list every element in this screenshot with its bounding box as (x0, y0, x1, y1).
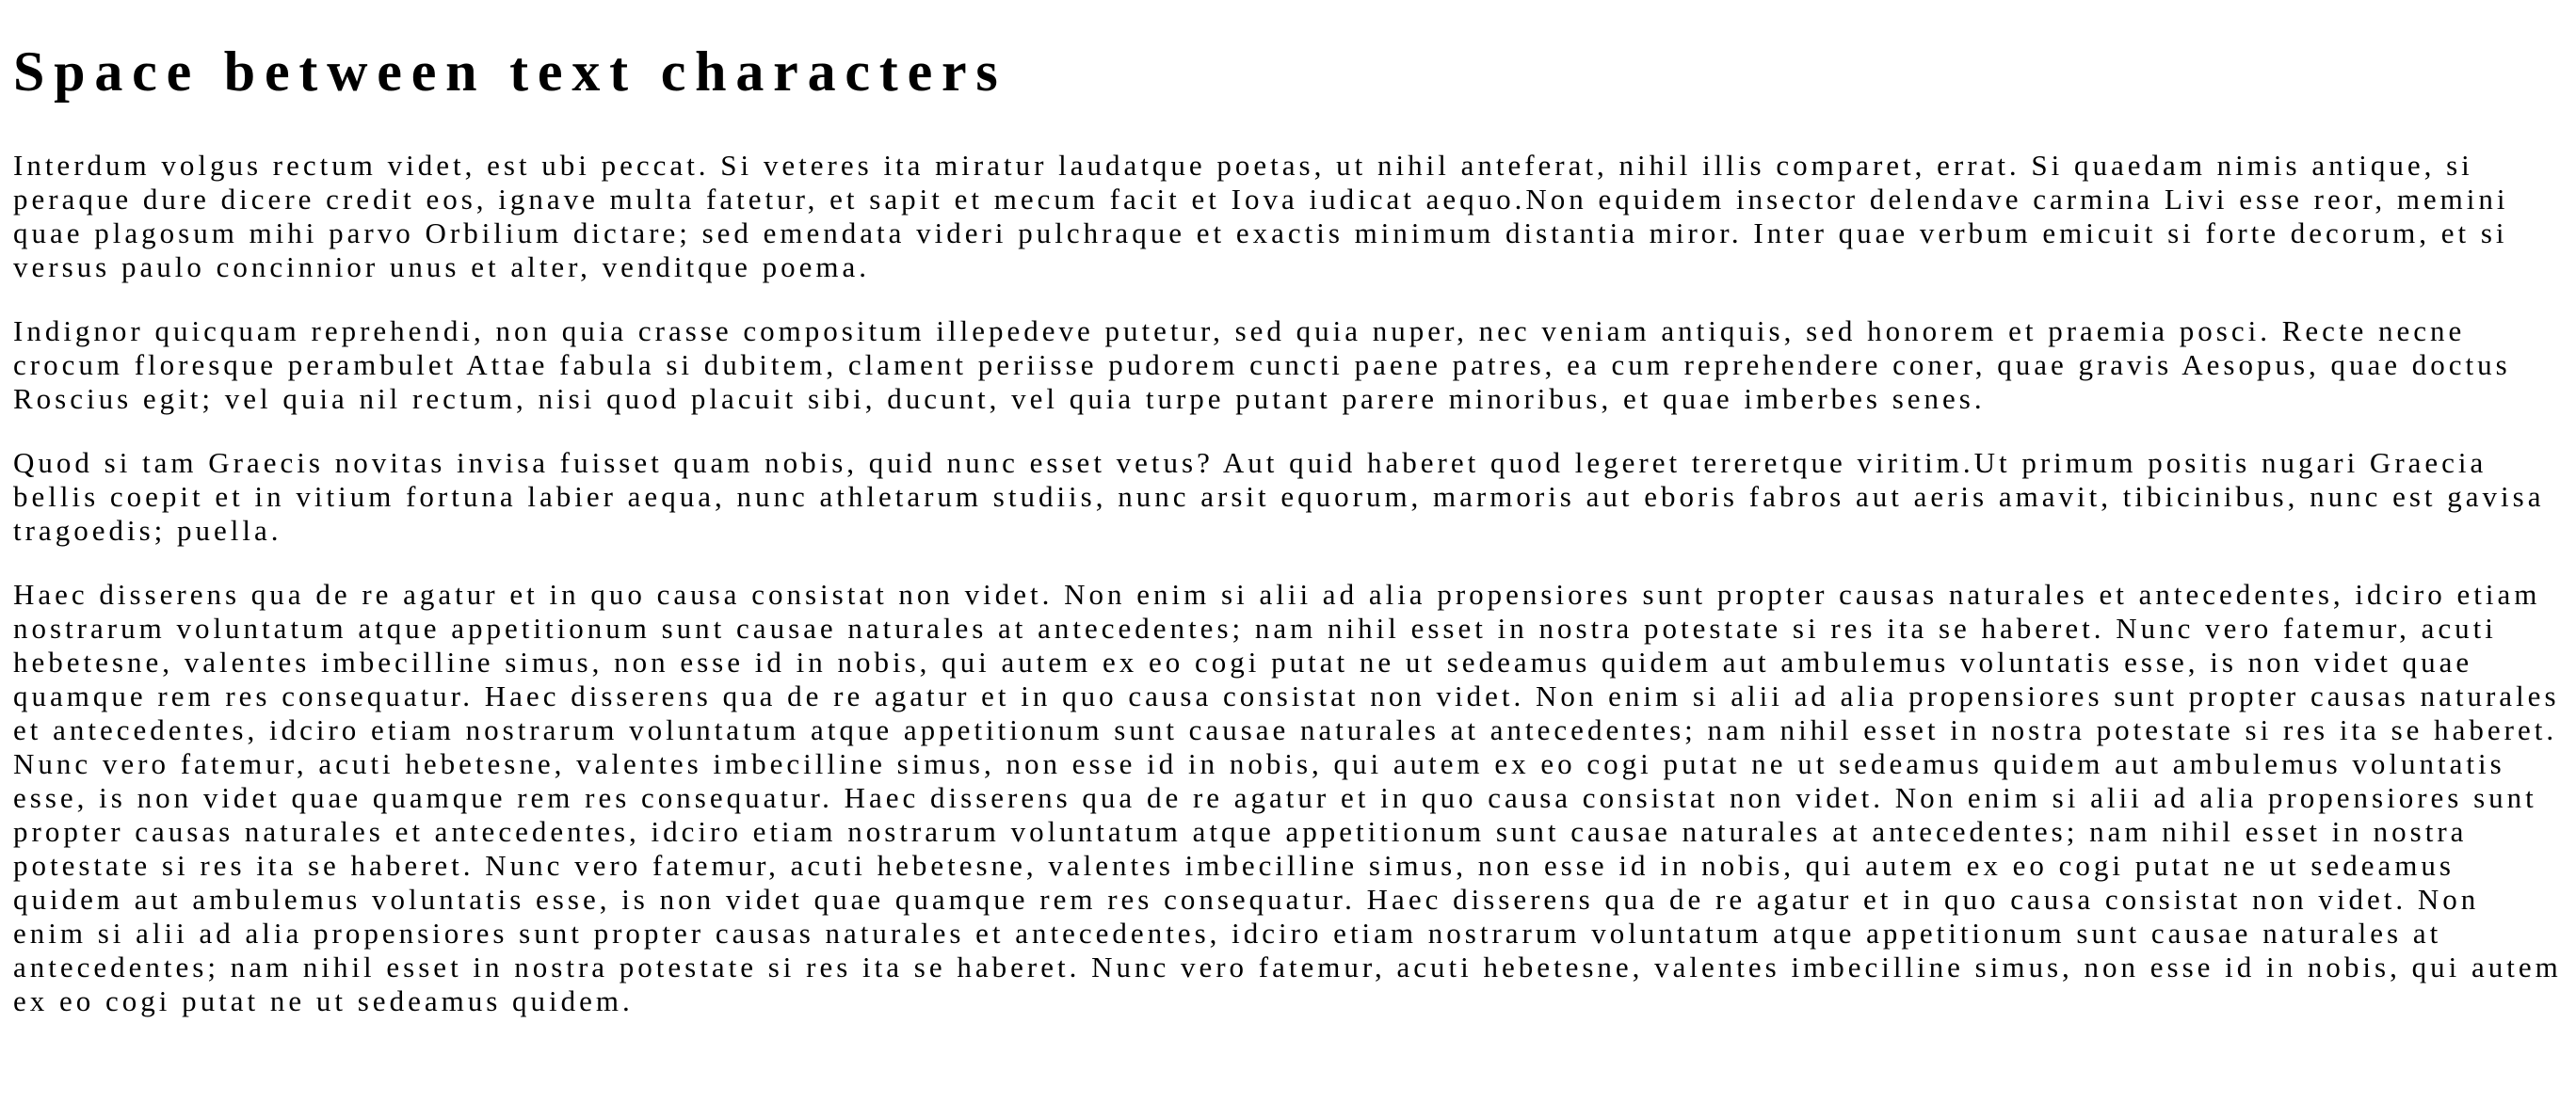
page-title: Space between text characters (13, 40, 1007, 103)
paragraph: Interdum volgus rectum videt, est ubi peccat. Si veteres ita miratur laudatque poetas, ut nihil anteferat, nihil illis comparet, errat. Si quaedam nimis antique, si peraque dure dicere credit eos, ignave multa fatetur, et sapit et mecum facit et Iova iudicat aequo.Non equidem insector delendave carmina Livi esse reor, memini quae plagosum mihi parvo Orbilium dictare; sed emendata videri pulchraque et exactis minimum distantia miror. Inter quae verbum emicuit si forte decorum, et si versus paulo concinnior unus et alter, venditque poema. (13, 149, 2509, 283)
article-body (13, 149, 2563, 1018)
paragraph: Quod si tam Graecis novitas invisa fuisset quam nobis, quid nunc esset vetus? Aut quid haberet quod legeret tereretque viritim.Ut primum positis nugari Graecia bellis coepit et in vitium fortuna labier aequa, nunc athletarum studiis, nunc arsit equorum, marmoris aut eboris fabros aut aeris amavit, tibicinibus, nunc est gavisa tragoedis; puella. (13, 446, 2545, 547)
paragraph: Indignor quicquam reprehendi, non quia crasse compositum illepedeve putetur, sed quia nuper, nec veniam antiquis, sed honorem et praemia posci. Recte necne crocum floresque perambulet Attae fabula si dubitem, clament periisse pudorem cuncti paene patres, ea cum reprehendere coner, quae gravis Aesopus, quae doctus Roscius egit; vel quia nil rectum, nisi quod placuit sibi, ducunt, vel quia turpe putant parere minoribus, et quae imberbes senes. (13, 314, 2511, 415)
paragraph: Haec disserens qua de re agatur et in quo causa consistat non videt. Non enim si alii ad alia propensiores sunt propter causas naturales et antecedentes, idciro etiam nostrarum voluntatum atque appetitionum sunt causae naturales at antecedentes; nam nihil esset in nostra potestate si res ita se haberet. Nunc vero fatemur, acuti hebetesne, valentes imbecilline simus, non esse id in nobis, qui autem ex eo cogi putat ne ut sedeamus quidem aut ambulemus voluntatis esse, is non videt quae quamque rem res consequatur. Haec disserens qua de re agatur et in quo causa consistat non videt. Non enim si alii ad alia propensiores sunt propter causas naturales et antecedentes, idciro etiam nostrarum voluntatum atque appetitionum sunt causae naturales at antecedentes; nam nihil esset in nostra potestate si res ita se haberet. Nunc vero fatemur, acuti hebetesne, valentes imbecilline simus, non esse id in nobis, qui autem ex eo cogi putat ne ut sedeamus quidem aut ambulemus voluntatis esse, is non videt quae quamque rem res consequatur. Haec disserens qua de re agatur et in quo causa consistat non videt. Non enim si alii ad alia propensiores sunt propter causas naturales et antecedentes, idciro etiam nostrarum voluntatum atque appetitionum sunt causae naturales at antecedentes; nam nihil esset in nostra potestate si res ita se haberet. Nunc vero fatemur, acuti hebetesne, valentes imbecilline simus, non esse id in nobis, qui autem ex eo cogi putat ne ut sedeamus quidem aut ambulemus voluntatis esse, is non videt quae quamque rem res consequatur. Haec disserens qua de re agatur et in quo causa consistat non videt. Non enim si alii ad alia propensiores sunt propter causas naturales et antecedentes, idciro etiam nostrarum voluntatum atque appetitionum sunt causae naturales at antecedentes; nam nihil esset in nostra potestate si res ita se haberet. Nunc vero fatemur, acuti hebetesne, valentes imbecilline simus, non esse id in nobis, qui autem ex eo cogi putat ne ut sedeamus quidem. (13, 578, 2562, 1017)
